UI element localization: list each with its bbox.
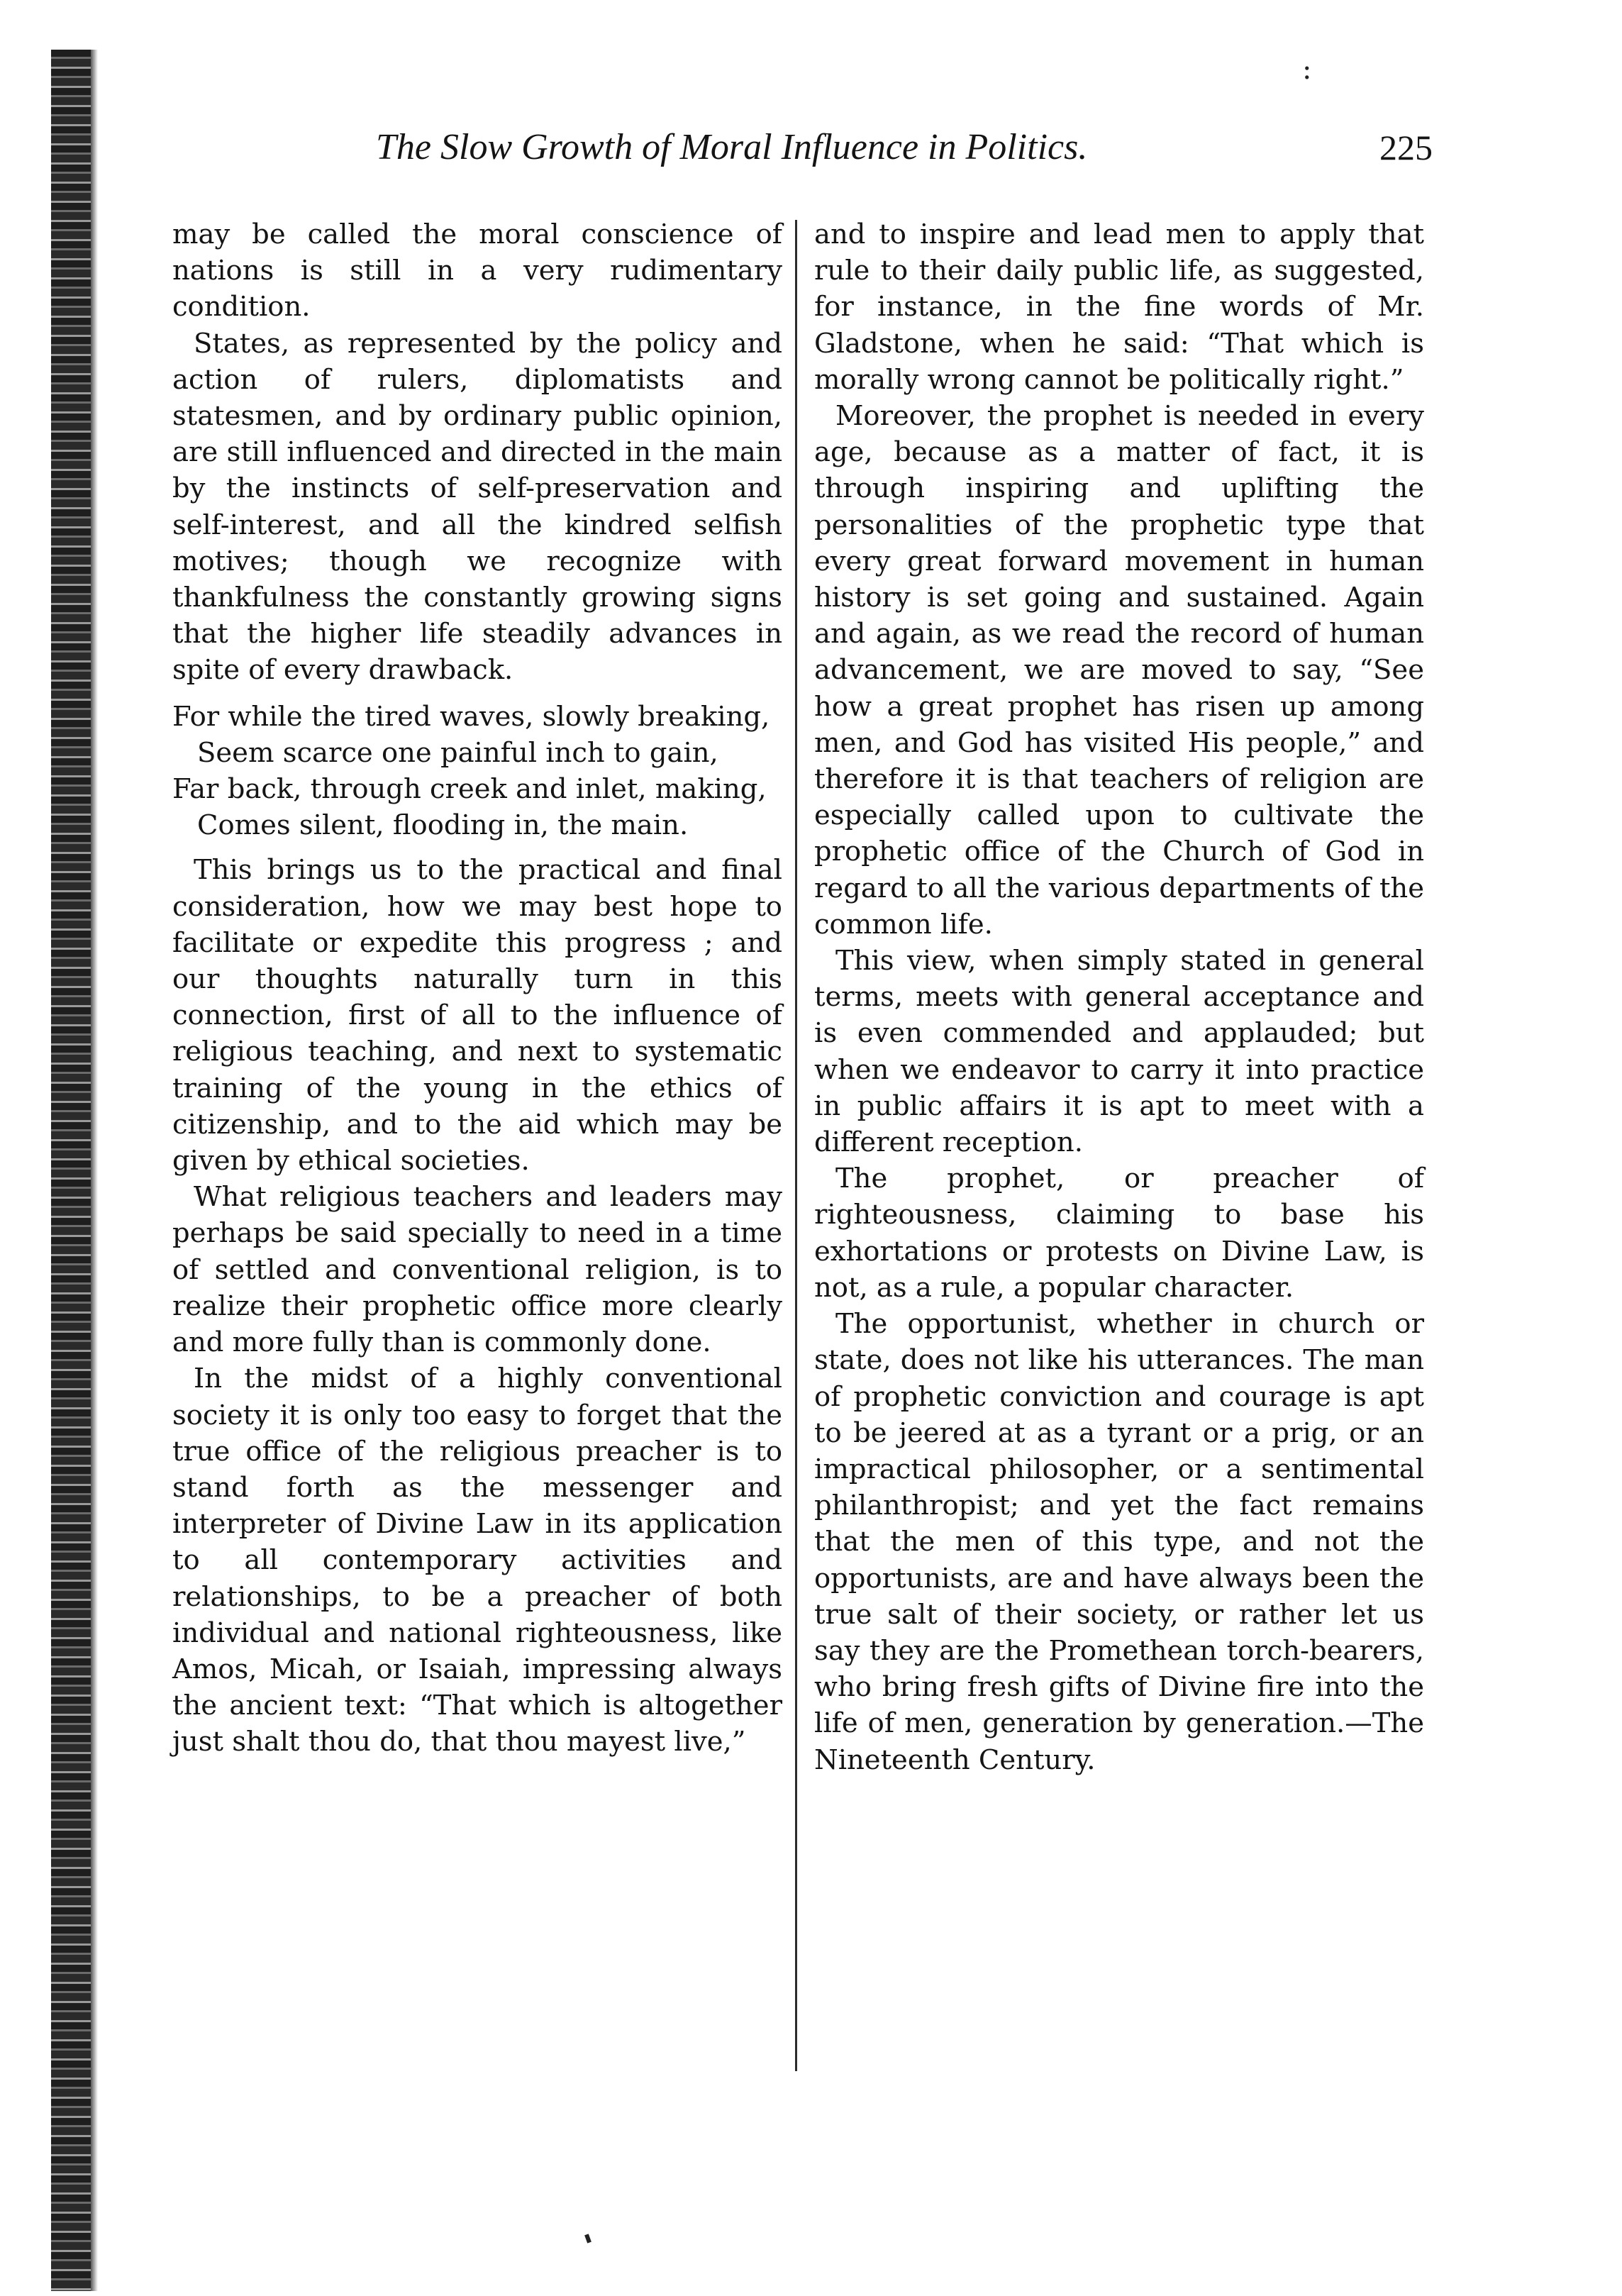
poem-line: Comes silent, flooding in, the main. xyxy=(197,809,689,842)
paragraph: Moreover, the prophet is needed in every age, because as a matter of fact, it is through inspiring and uplifting the personalities of the prophetic type that every great forward movement in human history is set going and sustained. Again and again, as we read the record of human advancement, we are moved to say, “See how a great prophet has risen up among men, and God has visited His people,” and therefore it is that teachers of religion are especially called upon to cultivate the prophetic office of the Church of God in regard to all the various departments of the common life. xyxy=(814,400,1424,941)
page-binding-edge xyxy=(51,50,91,2291)
paragraph: States, as represented by the policy and action of rulers, diplomatists and statesmen, and by ordinary public opinion, are still influenced and directed in the main by the instincts of self-preservation and self-interest, and all the kindred selfish motives; though we recognize with thankfulness the constantly growing signs that the higher life steadily advances in spite of every drawback. xyxy=(172,327,782,687)
poem-line: For while the tired waves, slowly breaking, xyxy=(172,700,770,733)
paragraph: This view, when simply stated in general terms, meets with general acceptance and is even commended and applauded; but when we endeavor to carry it into practice in public affairs it is apt to meet with a different reception. xyxy=(814,945,1424,1159)
left-column xyxy=(172,216,782,1760)
paragraph: This brings us to the practical and final consideration, how we may best hope to facilitate or expedite this progress ; and our thoughts naturally turn in this connection, first of all to the influence of religious teaching, and next to systematic training of the young in the ethics of citizenship, and to the aid which may be given by ethical societies. xyxy=(172,854,782,1177)
poem-line: Far back, through creek and inlet, making, xyxy=(172,773,767,806)
poem-line: Seem scarce one painful inch to gain, xyxy=(197,736,718,769)
running-title: The Slow Growth of Moral Influence in Politics. xyxy=(376,127,1088,167)
margin-mark: : xyxy=(1302,53,1312,86)
paragraph: The opportunist, whether in church or state, does not like his utterances. The man of prophetic conviction and courage is apt to be jeered at as a tyrant or a prig, or an impractical philosopher, or a sentimental philanthropist; and yet the fact remains that the men of this type, and not the opportunists, are and have always been the true salt of their society, or rather let us say they are the Promethean torch-bearers, who bring fresh gifts of Divine fire into the life of men, generation by generation.—The Nineteenth Century. xyxy=(814,1308,1424,1776)
running-header xyxy=(376,124,1433,181)
page-number: 225 xyxy=(1379,128,1433,167)
paragraph: What religious teachers and leaders may perhaps be said specially to need in a time of settled and conventional religion, is to realize their prophetic office more clearly and more fully than is commonly done. xyxy=(172,1181,782,1359)
paragraph: may be called the moral conscience of nations is still in a very rudimentary condition. xyxy=(172,218,782,323)
paragraph: In the midst of a highly conventional society it is only too easy to forget that the true office of the religious preacher is to stand forth as the messenger and interpreter of Divine Law in its application to all contemporary activities and relationships, to be a preacher of both individual and national righteousness, like Amos, Micah, or Isaiah, impressing always the ancient text: “That which is altogether just shalt thou do, that thou mayest live,” xyxy=(172,1363,782,1758)
column-divider xyxy=(795,220,797,2071)
print-speck xyxy=(584,2234,591,2243)
paragraph: and to inspire and lead men to apply that rule to their daily public life, as suggested, for instance, in the fine words of Mr. Gladstone, when he said: “That which is morally wrong cannot be politically right.” xyxy=(814,218,1424,396)
right-column xyxy=(814,216,1424,1778)
poem-quotation xyxy=(172,699,782,844)
paragraph: The prophet, or preacher of righteousness, claiming to base his exhortations or protests on Divine Law, is not, as a rule, a popular character. xyxy=(814,1163,1424,1304)
